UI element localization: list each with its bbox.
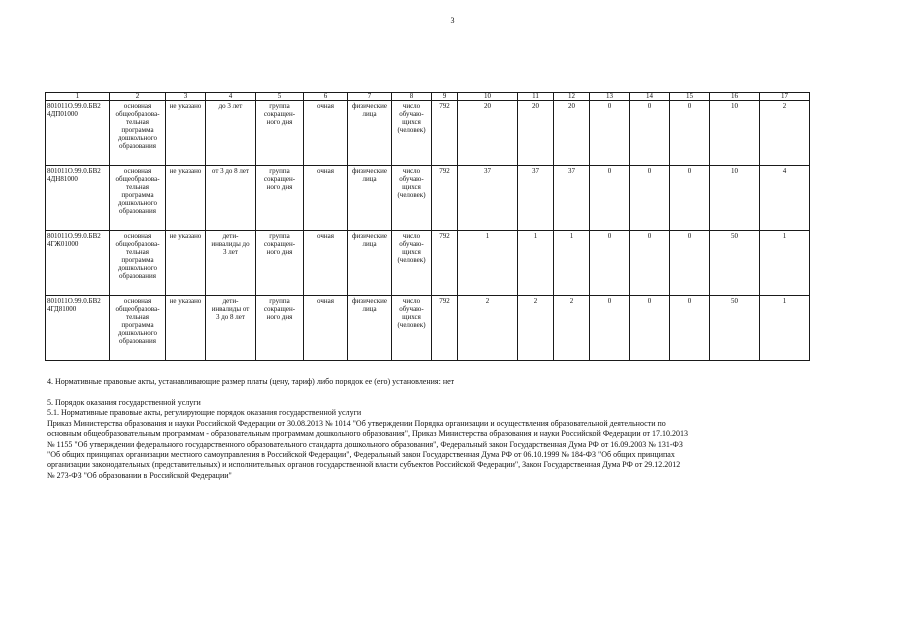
table-cell: 0	[630, 296, 670, 361]
section-4-text: 4. Нормативные правовые акты, устанавливающие размер платы (цену, тариф) либо порядок ее (его) установления: нет	[47, 377, 455, 386]
table-cell: 1	[458, 231, 518, 296]
table-cell: группа сокращен- ного дня	[256, 166, 304, 231]
table-cell: число обучаю- щихся (человек)	[392, 231, 432, 296]
table-cell: 20	[458, 101, 518, 166]
table-cell: 2	[458, 296, 518, 361]
table-cell: очная	[304, 166, 348, 231]
section-5-body-line: "Об общих принципах организации местного самоуправления в Российской Федерации", Федеральный закон Государственная Дума РФ от 06.10.1999 № 184-ФЗ "Об общих принципах	[47, 450, 675, 460]
table-cell: 792	[432, 231, 458, 296]
section-4-block	[47, 377, 817, 387]
table-cell: 0	[590, 296, 630, 361]
table-cell: основная общеобразова- тельная программа дошкольного образования	[110, 296, 166, 361]
table-cell: основная общеобразова- тельная программа дошкольного образования	[110, 166, 166, 231]
table-cell: группа сокращен- ного дня	[256, 296, 304, 361]
table-cell: 0	[670, 166, 710, 231]
table-cell: 2	[554, 296, 590, 361]
section-5-heading: 5. Порядок оказания государственной услуги	[47, 398, 201, 407]
table-cell: 1	[760, 231, 810, 296]
column-header: 16	[710, 93, 760, 101]
table-row	[46, 101, 810, 166]
table-cell: не указано	[166, 166, 206, 231]
table-cell: 0	[590, 101, 630, 166]
table-cell: 792	[432, 296, 458, 361]
table-cell: от 3 до 8 лет	[206, 166, 256, 231]
table-cell: очная	[304, 231, 348, 296]
column-header: 4	[206, 93, 256, 101]
section-5-1-heading: 5.1. Нормативные правовые акты, регулирующие порядок оказания государственной услуги	[47, 408, 362, 418]
table-cell: 0	[590, 166, 630, 231]
page-number: 3	[450, 16, 455, 25]
section-5-body-line: основным общеобразовательным программам - образовательным программам дошкольного образования", Приказ Министерства образования и науки Российской Федерации от 17.10.2013	[47, 429, 688, 439]
table-cell: 801011О.99.0.БВ2 4ДП01000	[46, 101, 110, 166]
column-header: 3	[166, 93, 206, 101]
section-5-body-line: № 1155 "Об утверждении федерального государственного образовательного стандарта дошкольного образования", Федеральный закон Государственная Дума РФ от 16.09.2003 № 131-ФЗ	[47, 439, 683, 449]
column-header: 7	[348, 93, 392, 101]
table-row	[46, 231, 810, 296]
section-5-body-line: № 273-ФЗ "Об образовании в Российской Федерации"	[47, 470, 232, 480]
table-cell: 801011О.99.0.БВ2 4ДН81000	[46, 166, 110, 231]
table-cell: число обучаю- щихся (человек)	[392, 166, 432, 231]
table-cell: 10	[710, 101, 760, 166]
table-cell: группа сокращен- ного дня	[256, 101, 304, 166]
column-header: 1	[46, 93, 110, 101]
table-cell: 37	[554, 166, 590, 231]
table-cell: 2	[518, 296, 554, 361]
table-cell: 20	[554, 101, 590, 166]
section-5-body-line: организации законодательных (представительных) и исполнительных органов государственной власти субъектов Российской Федерации", Закон Государственная Дума РФ от 29.12.2012	[47, 460, 681, 470]
table-cell: 792	[432, 166, 458, 231]
table-cell: 20	[518, 101, 554, 166]
table-cell: 1	[760, 296, 810, 361]
table-cell: 37	[518, 166, 554, 231]
table-cell: дети- инвалиды до 3 лет	[206, 231, 256, 296]
table-cell: 2	[760, 101, 810, 166]
table-cell: очная	[304, 296, 348, 361]
column-header: 17	[760, 93, 810, 101]
table-cell: физические лица	[348, 296, 392, 361]
table-cell: не указано	[166, 296, 206, 361]
column-header: 12	[554, 93, 590, 101]
table-row	[46, 166, 810, 231]
table-cell: 10	[710, 166, 760, 231]
table-cell: дети- инвалиды от 3 до 8 лет	[206, 296, 256, 361]
column-header: 11	[518, 93, 554, 101]
table-cell: 37	[458, 166, 518, 231]
table-cell: 50	[710, 231, 760, 296]
section-5-block	[47, 398, 817, 481]
table-cell: 0	[630, 231, 670, 296]
column-header: 10	[458, 93, 518, 101]
table-cell: 801011О.99.0.БВ2 4ГЖ01000	[46, 231, 110, 296]
table-cell: 4	[760, 166, 810, 231]
table-cell: группа сокращен- ного дня	[256, 231, 304, 296]
table-cell: физические лица	[348, 231, 392, 296]
column-header: 2	[110, 93, 166, 101]
column-header: 8	[392, 93, 432, 101]
table-cell: 0	[590, 231, 630, 296]
section-5-body-line: Приказ Министерства образования и науки Российской Федерации от 30.08.2013 № 1014 "Об утверждении Порядка организации и осуществления образовательной деятельности по	[47, 418, 666, 428]
table-cell: основная общеобразова- тельная программа дошкольного образования	[110, 101, 166, 166]
table-cell: очная	[304, 101, 348, 166]
table-header-row	[46, 93, 810, 101]
column-header: 14	[630, 93, 670, 101]
table-cell: 801011О.99.0.БВ2 4ГД81000	[46, 296, 110, 361]
table-cell: 1	[518, 231, 554, 296]
table-cell: не указано	[166, 101, 206, 166]
table-body	[46, 101, 810, 361]
table-cell: 0	[630, 101, 670, 166]
table-cell: 0	[630, 166, 670, 231]
table-cell: физические лица	[348, 101, 392, 166]
table-cell: 0	[670, 231, 710, 296]
service-volume-table	[45, 92, 810, 361]
table-cell: 792	[432, 101, 458, 166]
table-row	[46, 296, 810, 361]
table-cell: 1	[554, 231, 590, 296]
column-header: 6	[304, 93, 348, 101]
column-header: 5	[256, 93, 304, 101]
column-header: 15	[670, 93, 710, 101]
table-cell: 0	[670, 101, 710, 166]
table-cell: 0	[670, 296, 710, 361]
table-cell: число обучаю- щихся (человек)	[392, 101, 432, 166]
table-cell: физические лица	[348, 166, 392, 231]
table-cell: не указано	[166, 231, 206, 296]
column-header: 13	[590, 93, 630, 101]
table-cell: до 3 лет	[206, 101, 256, 166]
table-cell: основная общеобразова- тельная программа дошкольного образования	[110, 231, 166, 296]
table-cell: 50	[710, 296, 760, 361]
table-cell: число обучаю- щихся (человек)	[392, 296, 432, 361]
column-header: 9	[432, 93, 458, 101]
